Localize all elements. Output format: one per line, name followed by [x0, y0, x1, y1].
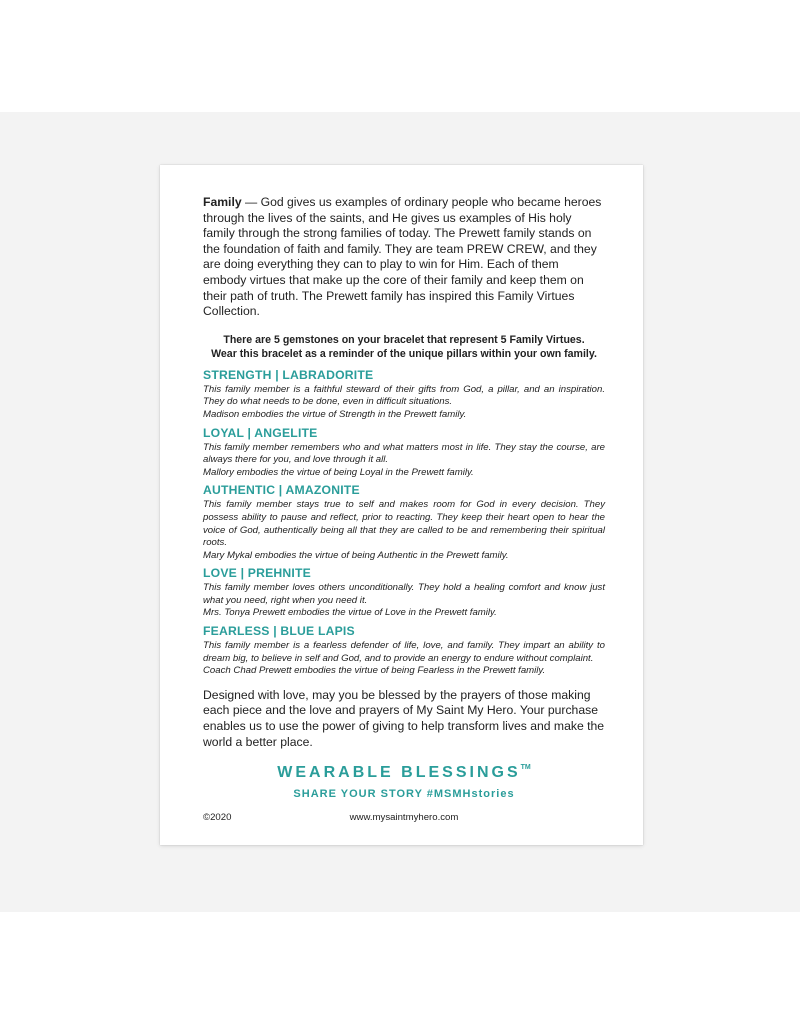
virtue-description: This family member stays true to self and makes room for God in every decision. They possess ability to pause and reflect, prior to reacting. They keep their heart open to hear the voice of God, authentically being all that they are called to be and remembering their spiritual roots.	[203, 499, 605, 549]
virtue-description: This family member remembers who and what matters most in life. They stay the course, are always there for you, and love through it all.	[203, 441, 605, 466]
virtue-heading: STRENGTH | LABRADORITE	[203, 367, 374, 382]
virtue-description: This family member is a faithful steward of their gifts from God, a pillar, and an inspiration. They do what needs to be done, even in difficult situations.	[203, 383, 605, 408]
intro-body: — God gives us examples of ordinary people who became heroes through the lives of the saints, and He gives us examples of His holy family through the strong families of today. The Prewett family stands on the foundation of faith and family. They are team PREW CREW, and they are doing everything they can to play to win for Him. Each of them embody virtues that make up the core of their family and keep them on their path of truth. The Prewett family has inspired this Family Virtues Collection.	[203, 195, 602, 319]
closing-paragraph: Designed with love, may you be blessed by the prayers of those making each piece and the love and prayers of My Saint My Hero. Your purchase enables us to use the power of giving to help transform lives and make the world a better place.	[203, 687, 605, 749]
virtue-person: Mallory embodies the virtue of being Loyal in the Prewett family.	[203, 466, 474, 478]
virtue-person: Mrs. Tonya Prewett embodies the virtue of Love in the Prewett family.	[203, 607, 497, 619]
virtue-heading: AUTHENTIC | AMAZONITE	[203, 483, 360, 498]
card-footer	[203, 812, 605, 828]
website-url: www.mysaintmyhero.com	[349, 812, 459, 824]
virtue-description: This family member loves others unconditionally. They hold a healing comfort and know just what you need, right when you need it.	[203, 582, 605, 606]
share-your-story: SHARE YOUR STORY #MSMHstories	[293, 788, 515, 801]
virtue-person: Coach Chad Prewett embodies the virtue of being Fearless in the Prewett family.	[203, 665, 546, 677]
intro-lead: Family	[203, 195, 242, 209]
virtue-heading: LOYAL | ANGELITE	[203, 425, 318, 440]
virtue-loyal	[203, 426, 605, 480]
tagline-text: WEARABLE BLESSINGS	[277, 764, 521, 782]
virtue-description: This family member is a fearless defender of life, love, and family. They impart an ability to dream big, to believe in self and God, and to provide an energy to endure without complaint.	[203, 640, 605, 664]
trademark-mark: TM	[520, 764, 531, 772]
intro-paragraph	[203, 195, 605, 320]
virtue-heading: LOVE | PREHNITE	[203, 566, 311, 581]
virtue-authentic	[203, 483, 605, 562]
product-card	[160, 165, 643, 845]
virtue-person: Mary Mykal embodies the virtue of being Authentic in the Prewett family.	[203, 549, 509, 561]
gemstones-note-line2: Wear this bracelet as a reminder of the unique pillars within your own family.	[211, 348, 597, 361]
virtue-person: Madison embodies the virtue of Strength in the Prewett family.	[203, 408, 467, 420]
gemstones-note-line1: There are 5 gemstones on your bracelet that represent 5 Family Virtues.	[223, 333, 585, 346]
gemstones-note	[203, 333, 605, 362]
wearable-blessings-tagline	[203, 764, 605, 782]
virtue-heading: FEARLESS | BLUE LAPIS	[203, 624, 355, 639]
copyright: ©2020	[203, 812, 232, 824]
virtue-strength	[203, 368, 605, 422]
virtue-fearless	[203, 624, 605, 678]
virtue-love	[203, 566, 605, 620]
